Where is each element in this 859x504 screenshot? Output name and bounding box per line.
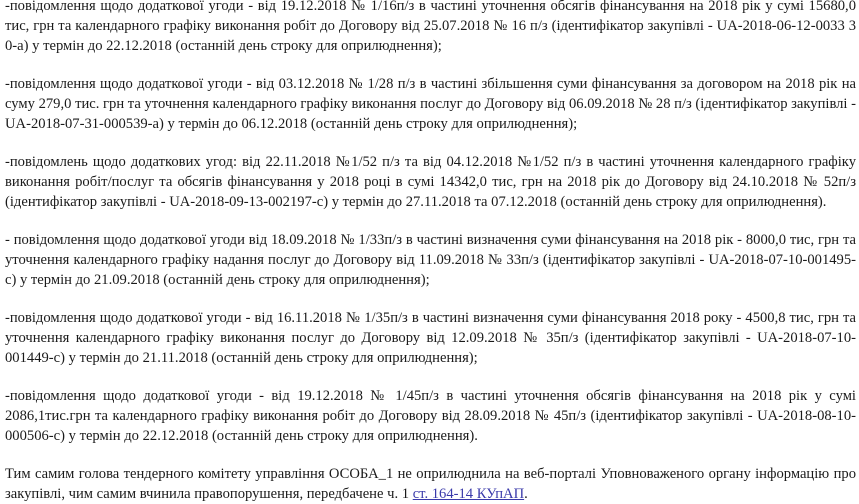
paragraph-agreement-52: -повідомлень щодо додаткових угод: від 22.11.2018 №1/52 п/з та від 04.12.2018 №1/52 п/з в частині уточнення календарного графіку виконання робіт/послуг та обсягів фінансування у 2018 році в сумі 14342,0 тис, грн на 2018 рік до Договору від 24.10.2018 № 52п/з (ідентифікатор закупівлі - UA-2018-09-13-002197-с) у термін до 27.11.2018 та 07.12.2018 (останній день строку для оприлюднення). [5, 154, 856, 210]
conclusion-trailing: . [524, 486, 528, 502]
paragraph-agreement-33: - повідомлення щодо додаткової угоди від 18.09.2018 № 1/33п/з в частині визначення суми фінансування на 2018 рік - 8000,0 тис, грн та уточнення календарного графіку надання послуг до Договору від 11.09.2018 № 33п/з (ідентифікатор закупівлі - UA-2018-07-10-001495-с) у термін до 21.09.2018 (останній день строку для оприлюднення); [5, 232, 856, 288]
paragraph-conclusion [5, 464, 856, 504]
paragraph-agreement-16: -повідомлення щодо додаткової угоди - від 19.12.2018 № 1/16п/з в частині уточнення обсягів фінансування на 2018 рік у сумі 15680,0 тис, грн та календарного графіку виконання робіт до Договору від 25.07.2018 № 16 п/з (ідентифікатор закупівлі - UA-2018-06-12-0033 3 0-а) у термін до 22.12.2018 (останній день строку для оприлюднення); [5, 0, 856, 54]
law-article-link[interactable]: ст. 164-14 КУпАП [412, 486, 525, 502]
conclusion-text: Тим самим голова тендерного комітету управління ОСОБА_1 не оприлюднила на веб-порталі Уповноваженого органу інформацію про закупівлі, чим самим вчинила правопорушення, передбачене ч. 1 [5, 466, 856, 502]
paragraph-agreement-45: -повідомлення щодо додаткової угоди - від 19.12.2018 № 1/45п/з в частині уточнення обсягів фінансування на 2018 рік у сумі 2086,1тис.грн та календарного графіку виконання робіт до Договору від 28.09.2018 № 45п/з (ідентифікатор закупівлі - UA-2018-08-10-000506-с) у термін до 22.12.2018 (останній день строку для оприлюднення). [5, 388, 856, 444]
paragraph-agreement-28: -повідомлення щодо додаткової угоди - від 03.12.2018 № 1/28 п/з в частині збільшення суми фінансування за договором на 2018 рік на суму 279,0 тис. грн та уточнення календарного графіку виконання послуг до Договору від 06.09.2018 № 28 п/з (ідентифікатор закупівлі - UA-2018-07-31-000539-а) у термін до 06.12.2018 (останній день строку для оприлюднення); [5, 76, 856, 132]
paragraph-agreement-35: -повідомлення щодо додаткової угоди - від 16.11.2018 № 1/35п/з в частині визначення суми фінансування 2018 року - 4500,8 тис, грн та уточнення календарного графіку виконання послуг до Договору від 12.09.2018 № 35п/з (ідентифікатор закупівлі - UA-2018-07-10-001449-с) у термін до 21.11.2018 (останній день строку для оприлюднення); [5, 310, 856, 366]
